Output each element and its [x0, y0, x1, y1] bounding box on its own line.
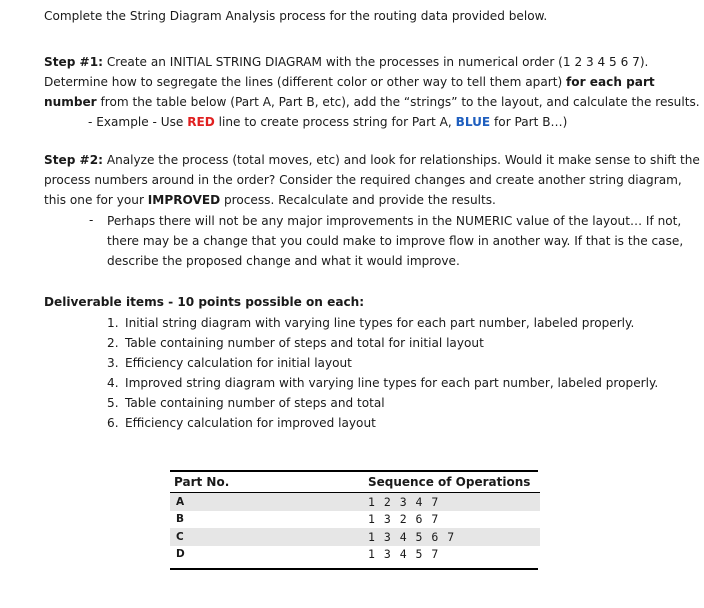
table-row	[170, 511, 540, 529]
step1-example	[88, 112, 567, 132]
step1-line2	[44, 72, 655, 92]
example-post: for Part B…)	[494, 115, 568, 129]
deliverable-item	[107, 333, 484, 353]
part-cell: C	[170, 528, 364, 546]
step1-text2b: for each part	[566, 75, 655, 89]
step1-text2a: Determine how to segregate the lines (different color or other way to tell them apart)	[44, 75, 563, 89]
deliverable-num: 4.	[107, 376, 119, 390]
step1-text3b: from the table below (Part A, Part B, etc), add the “strings” to the layout, and calculate the results.	[100, 95, 700, 109]
deliverable-item	[107, 413, 376, 433]
deliverable-text: Table containing number of steps and total	[125, 396, 385, 410]
step2-bullet: -	[89, 213, 94, 227]
sequence-cell: 1 2 3 4 7	[364, 493, 540, 511]
step1-text1: Create an INITIAL STRING DIAGRAM with the processes in numerical order (1 2 3 4 5 6 7).	[106, 55, 649, 69]
step2-text1: Analyze the process (total moves, etc) and look for relationships. Would it make sense to shift the	[106, 153, 700, 167]
header-sequence: Sequence of Operations	[364, 472, 540, 493]
operations-table	[170, 472, 540, 563]
intro-text: Complete the String Diagram Analysis process for the routing data provided below.	[44, 9, 548, 23]
sequence-cell: 1 3 2 6 7	[368, 512, 440, 527]
step2-text3a: this one for your	[44, 193, 144, 207]
deliverable-num: 3.	[107, 356, 119, 370]
deliverable-num: 6.	[107, 416, 119, 430]
table-header-row	[170, 472, 540, 493]
deliverable-text: Efficiency calculation for improved layout	[125, 416, 376, 430]
deliverable-text: Initial string diagram with varying line types for each part number, labeled properly.	[125, 316, 635, 330]
deliverable-text: Efficiency calculation for initial layout	[125, 356, 352, 370]
step2-text3b: IMPROVED	[147, 193, 221, 207]
table-row	[170, 528, 540, 546]
step2-line3	[44, 190, 496, 210]
example-red: RED	[187, 115, 215, 129]
step2-note2: there may be a change that you could make to improve flow in another way. If that is the case,	[107, 234, 684, 248]
step2-text3c: process. Recalculate and provide the results.	[223, 193, 496, 207]
table-bottom-rule-left	[170, 568, 360, 570]
deliverable-text: Improved string diagram with varying line types for each part number, labeled properly.	[125, 376, 659, 390]
sequence-cell: 1 3 4 5 6 7	[364, 528, 540, 546]
example-pre: - Example - Use	[88, 115, 184, 129]
step2-note1: Perhaps there will not be any major improvements in the NUMERIC value of the layout… If not,	[107, 214, 682, 228]
step1-label: Step #1:	[44, 55, 103, 69]
step1-line3	[44, 92, 700, 112]
deliverable-num: 2.	[107, 336, 119, 350]
deliverable-item	[107, 313, 634, 333]
header-part-no: Part No.	[170, 472, 364, 493]
part-cell: B	[176, 513, 185, 526]
example-blue: BLUE	[455, 115, 491, 129]
step2-note3: describe the proposed change and what it would improve.	[107, 254, 460, 268]
example-mid: line to create process string for Part A,	[218, 115, 452, 129]
step1-text3a: number	[44, 95, 97, 109]
part-cell: D	[176, 548, 185, 561]
step2-line1	[44, 150, 700, 170]
step2-label: Step #2:	[44, 153, 103, 167]
deliverable-num: 1.	[107, 316, 119, 330]
step2-line2: process numbers around in the order? Consider the required changes and create another string diagram,	[44, 173, 682, 187]
table-row	[170, 493, 540, 511]
deliverable-item	[107, 353, 352, 373]
deliverable-item	[107, 393, 385, 413]
deliverable-text: Table containing number of steps and total for initial layout	[125, 336, 484, 350]
table-row	[170, 546, 540, 564]
part-cell: A	[170, 493, 364, 511]
deliverable-item	[107, 373, 658, 393]
deliverables-heading: Deliverable items - 10 points possible on each:	[44, 295, 365, 309]
step1-line1	[44, 52, 648, 72]
sequence-cell: 1 3 4 5 7	[368, 547, 440, 562]
deliverable-num: 5.	[107, 396, 119, 410]
table-bottom-rule-right	[358, 568, 538, 570]
